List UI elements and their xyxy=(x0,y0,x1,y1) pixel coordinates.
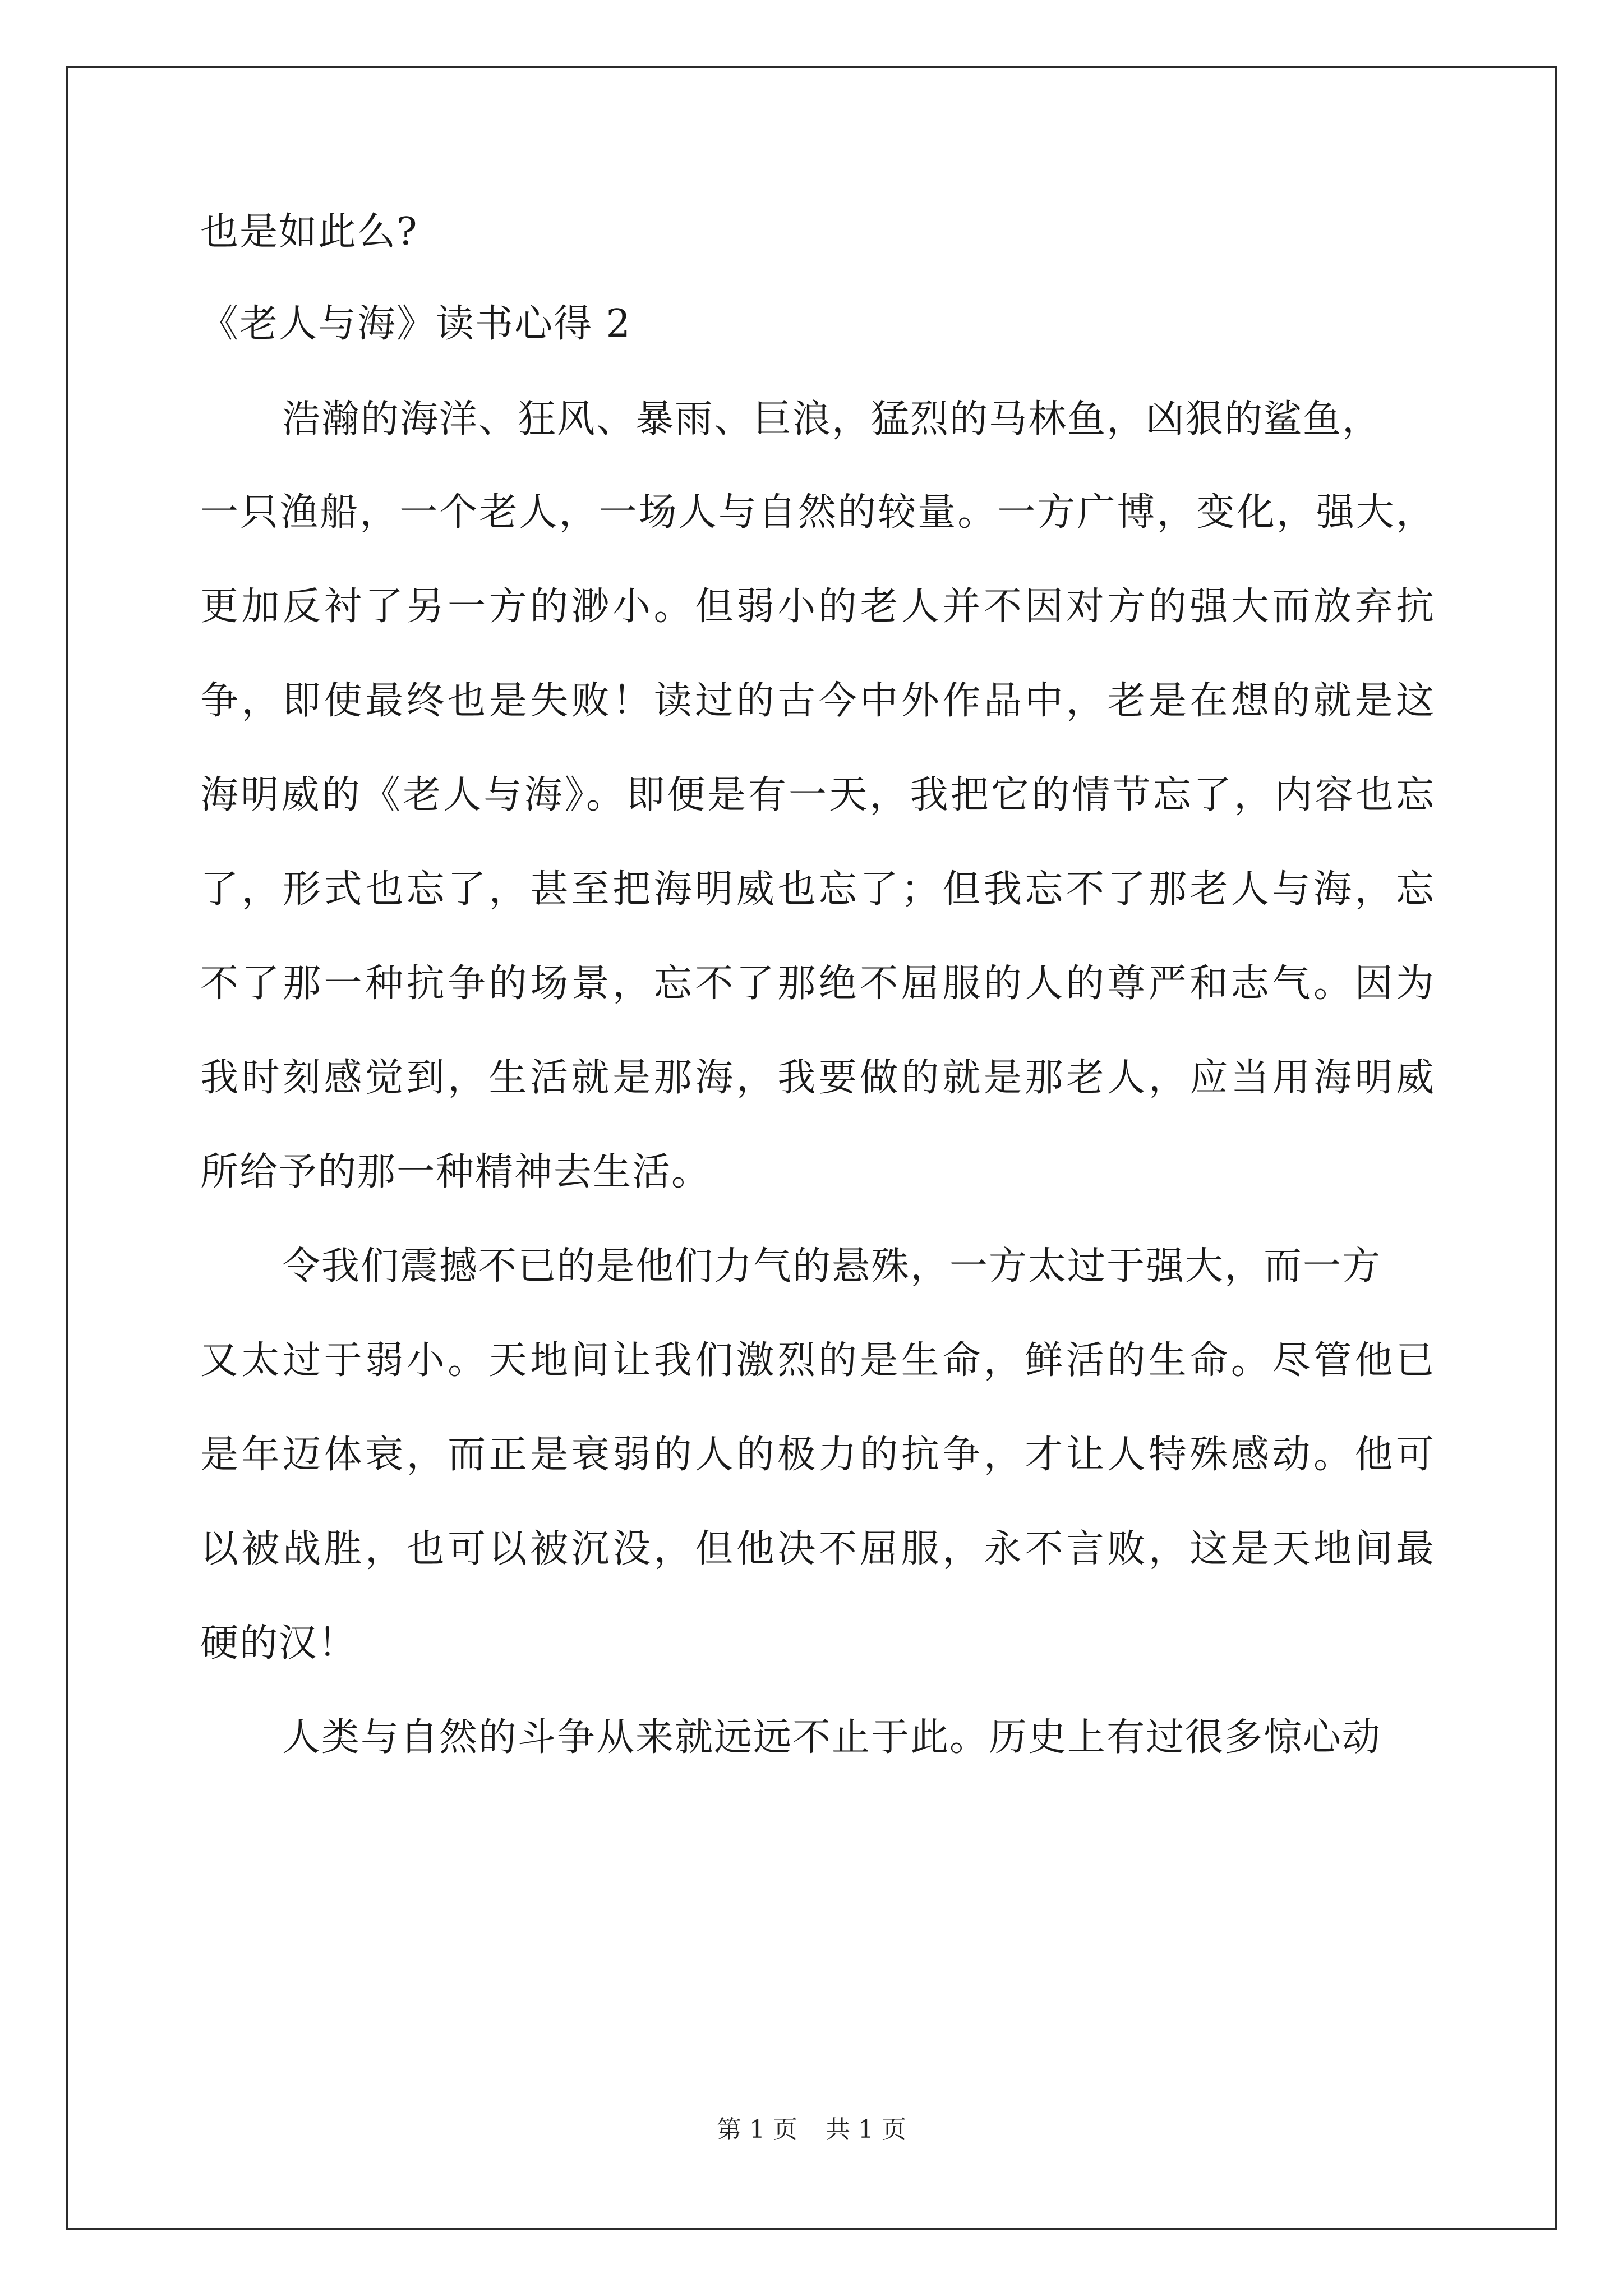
page-border xyxy=(66,66,1557,2230)
paragraph-line: 又太过于弱小。天地间让我们激烈的是生命，鲜活的生命。尽管他已 xyxy=(200,1338,1434,1383)
paragraph-line: 不了那一种抗争的场景，忘不了那绝不屈服的人的尊严和志气。因为 xyxy=(200,961,1434,1006)
paragraph-line: 一只渔船，一个老人，一场人与自然的较量。一方广博，变化，强大， xyxy=(200,490,1434,535)
paragraph-line: 更加反衬了另一方的渺小。但弱小的老人并不因对方的强大而放弃抗 xyxy=(200,585,1434,629)
paragraph-line: 是年迈体衰，而正是衰弱的人的极力的抗争，才让人特殊感动。他可 xyxy=(200,1433,1434,1477)
paragraph-line: 人类与自然的斗争从来就远远不止于此。历史上有过很多惊心动 xyxy=(282,1715,1382,1760)
paragraph-line: 所给予的那一种精神去生活。 xyxy=(200,1150,711,1194)
paragraph-line: 争，即使最终也是失败！读过的古今中外作品中，老是在想的就是这 xyxy=(200,679,1434,723)
paragraph-line: 海明威的《老人与海》。即便是有一天，我把它的情节忘了，内容也忘 xyxy=(200,773,1434,817)
section-heading: 《老人与海》读书心得 2 xyxy=(200,302,631,346)
paragraph-line: 硬的汉！ xyxy=(200,1621,358,1665)
page-footer xyxy=(0,2115,1623,2144)
paragraph-line: 令我们震撼不已的是他们力气的悬殊，一方太过于强大，而一方 xyxy=(282,1244,1382,1289)
paragraph-line: 以被战胜，也可以被沉没，但他决不屈服，永不言败，这是天地间最 xyxy=(200,1527,1434,1571)
paragraph-line: 浩瀚的海洋、狂风、暴雨、巨浪，猛烈的马林鱼，凶狠的鲨鱼， xyxy=(282,397,1382,441)
page-total: 共 1 页 xyxy=(826,2115,906,2144)
paragraph-line: 了，形式也忘了，甚至把海明威也忘了；但我忘不了那老人与海，忘 xyxy=(200,867,1434,912)
page-number: 第 1 页 xyxy=(717,2115,797,2144)
paragraph-line: 我时刻感觉到，生活就是那海，我要做的就是那老人，应当用海明威 xyxy=(200,1056,1434,1100)
text-line: 也是如此么? xyxy=(200,210,418,254)
